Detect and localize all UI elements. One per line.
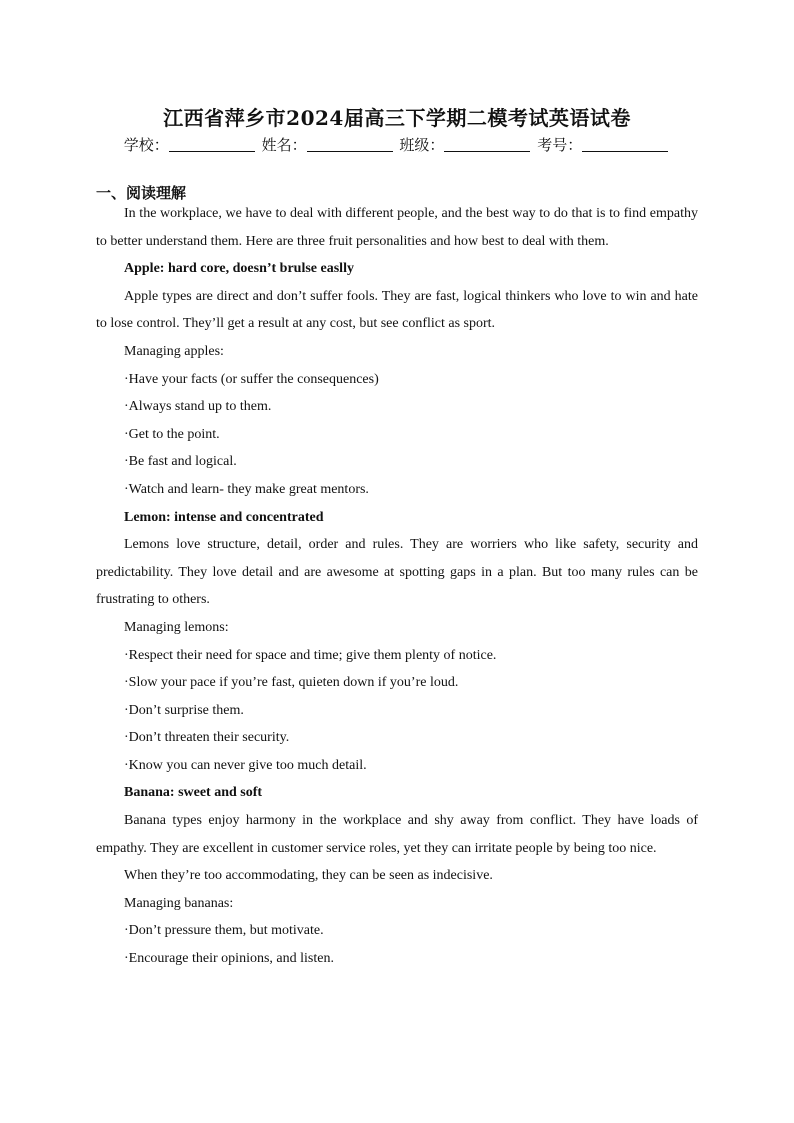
apple-tip: ·Get to the point. <box>124 426 220 442</box>
banana-extra: When they’re too accommodating, they can be seen as indecisive. <box>124 868 493 884</box>
name-blank[interactable] <box>307 137 393 152</box>
lemon-description: Lemons love structure, detail, order and rules. They are worriers who like safety, security and predictability. They love detail and are awesome at spotting gaps in a plan. But too many rules can be frustrating to others. <box>96 537 698 608</box>
lemon-tip: ·Know you can never give too much detail. <box>124 757 367 773</box>
lemon-tip: ·Respect their need for space and time; give them plenty of notice. <box>124 647 497 663</box>
school-label: 学校： <box>123 136 169 154</box>
apple-tip: ·Always stand up to them. <box>124 399 272 415</box>
school-blank[interactable] <box>169 137 255 152</box>
lemon-tip: ·Don’t surprise them. <box>124 702 244 718</box>
page-title: 江西省萍乡市2024届高三下学期二模考试英语试卷 <box>163 106 631 130</box>
apple-managing-label: Managing apples: <box>124 343 224 359</box>
apple-heading: Apple: hard core, doesn’t brulse easlly <box>124 261 354 277</box>
apple-tip: ·Watch and learn- they make great mentors. <box>124 481 369 497</box>
name-label: 姓名： <box>261 136 307 154</box>
banana-tip: ·Encourage their opinions, and listen. <box>124 951 334 967</box>
number-blank[interactable] <box>582 137 668 152</box>
class-label: 班级： <box>399 136 445 154</box>
lemon-tip: ·Don’t threaten their security. <box>124 730 290 746</box>
banana-heading: Banana: sweet and soft <box>124 785 263 801</box>
number-label: 考号： <box>537 136 583 154</box>
class-blank[interactable] <box>444 137 530 152</box>
lemon-tip: ·Slow your pace if you’re fast, quieten down if you’re loud. <box>124 675 459 691</box>
lemon-heading: Lemon: intense and concentrated <box>124 509 324 525</box>
apple-tip: ·Have your facts (or suffer the consequences) <box>124 371 379 387</box>
passage <box>96 200 698 973</box>
banana-description: Banana types enjoy harmony in the workplace and shy away from conflict. They have loads of empathy. They are excellent in customer service roles, yet they can irritate people by being too nice. <box>96 813 698 856</box>
student-info-line <box>0 134 794 155</box>
section-heading: 一、阅读理解 <box>96 184 187 202</box>
banana-tip: ·Don’t pressure them, but motivate. <box>124 923 324 939</box>
banana-managing-label: Managing bananas: <box>124 895 234 911</box>
apple-description: Apple types are direct and don’t suffer fools. They are fast, logical thinkers who love to win and hate to lose control. They’ll get a result at any cost, but see conflict as sport. <box>96 288 698 332</box>
lemon-managing-label: Managing lemons: <box>124 619 229 635</box>
apple-tip: ·Be fast and logical. <box>124 454 237 470</box>
intro-paragraph: In the workplace, we have to deal with different people, and the best way to do that is to find empathy to better understand them. Here are three fruit personalities and how best to deal with them. <box>96 206 698 249</box>
